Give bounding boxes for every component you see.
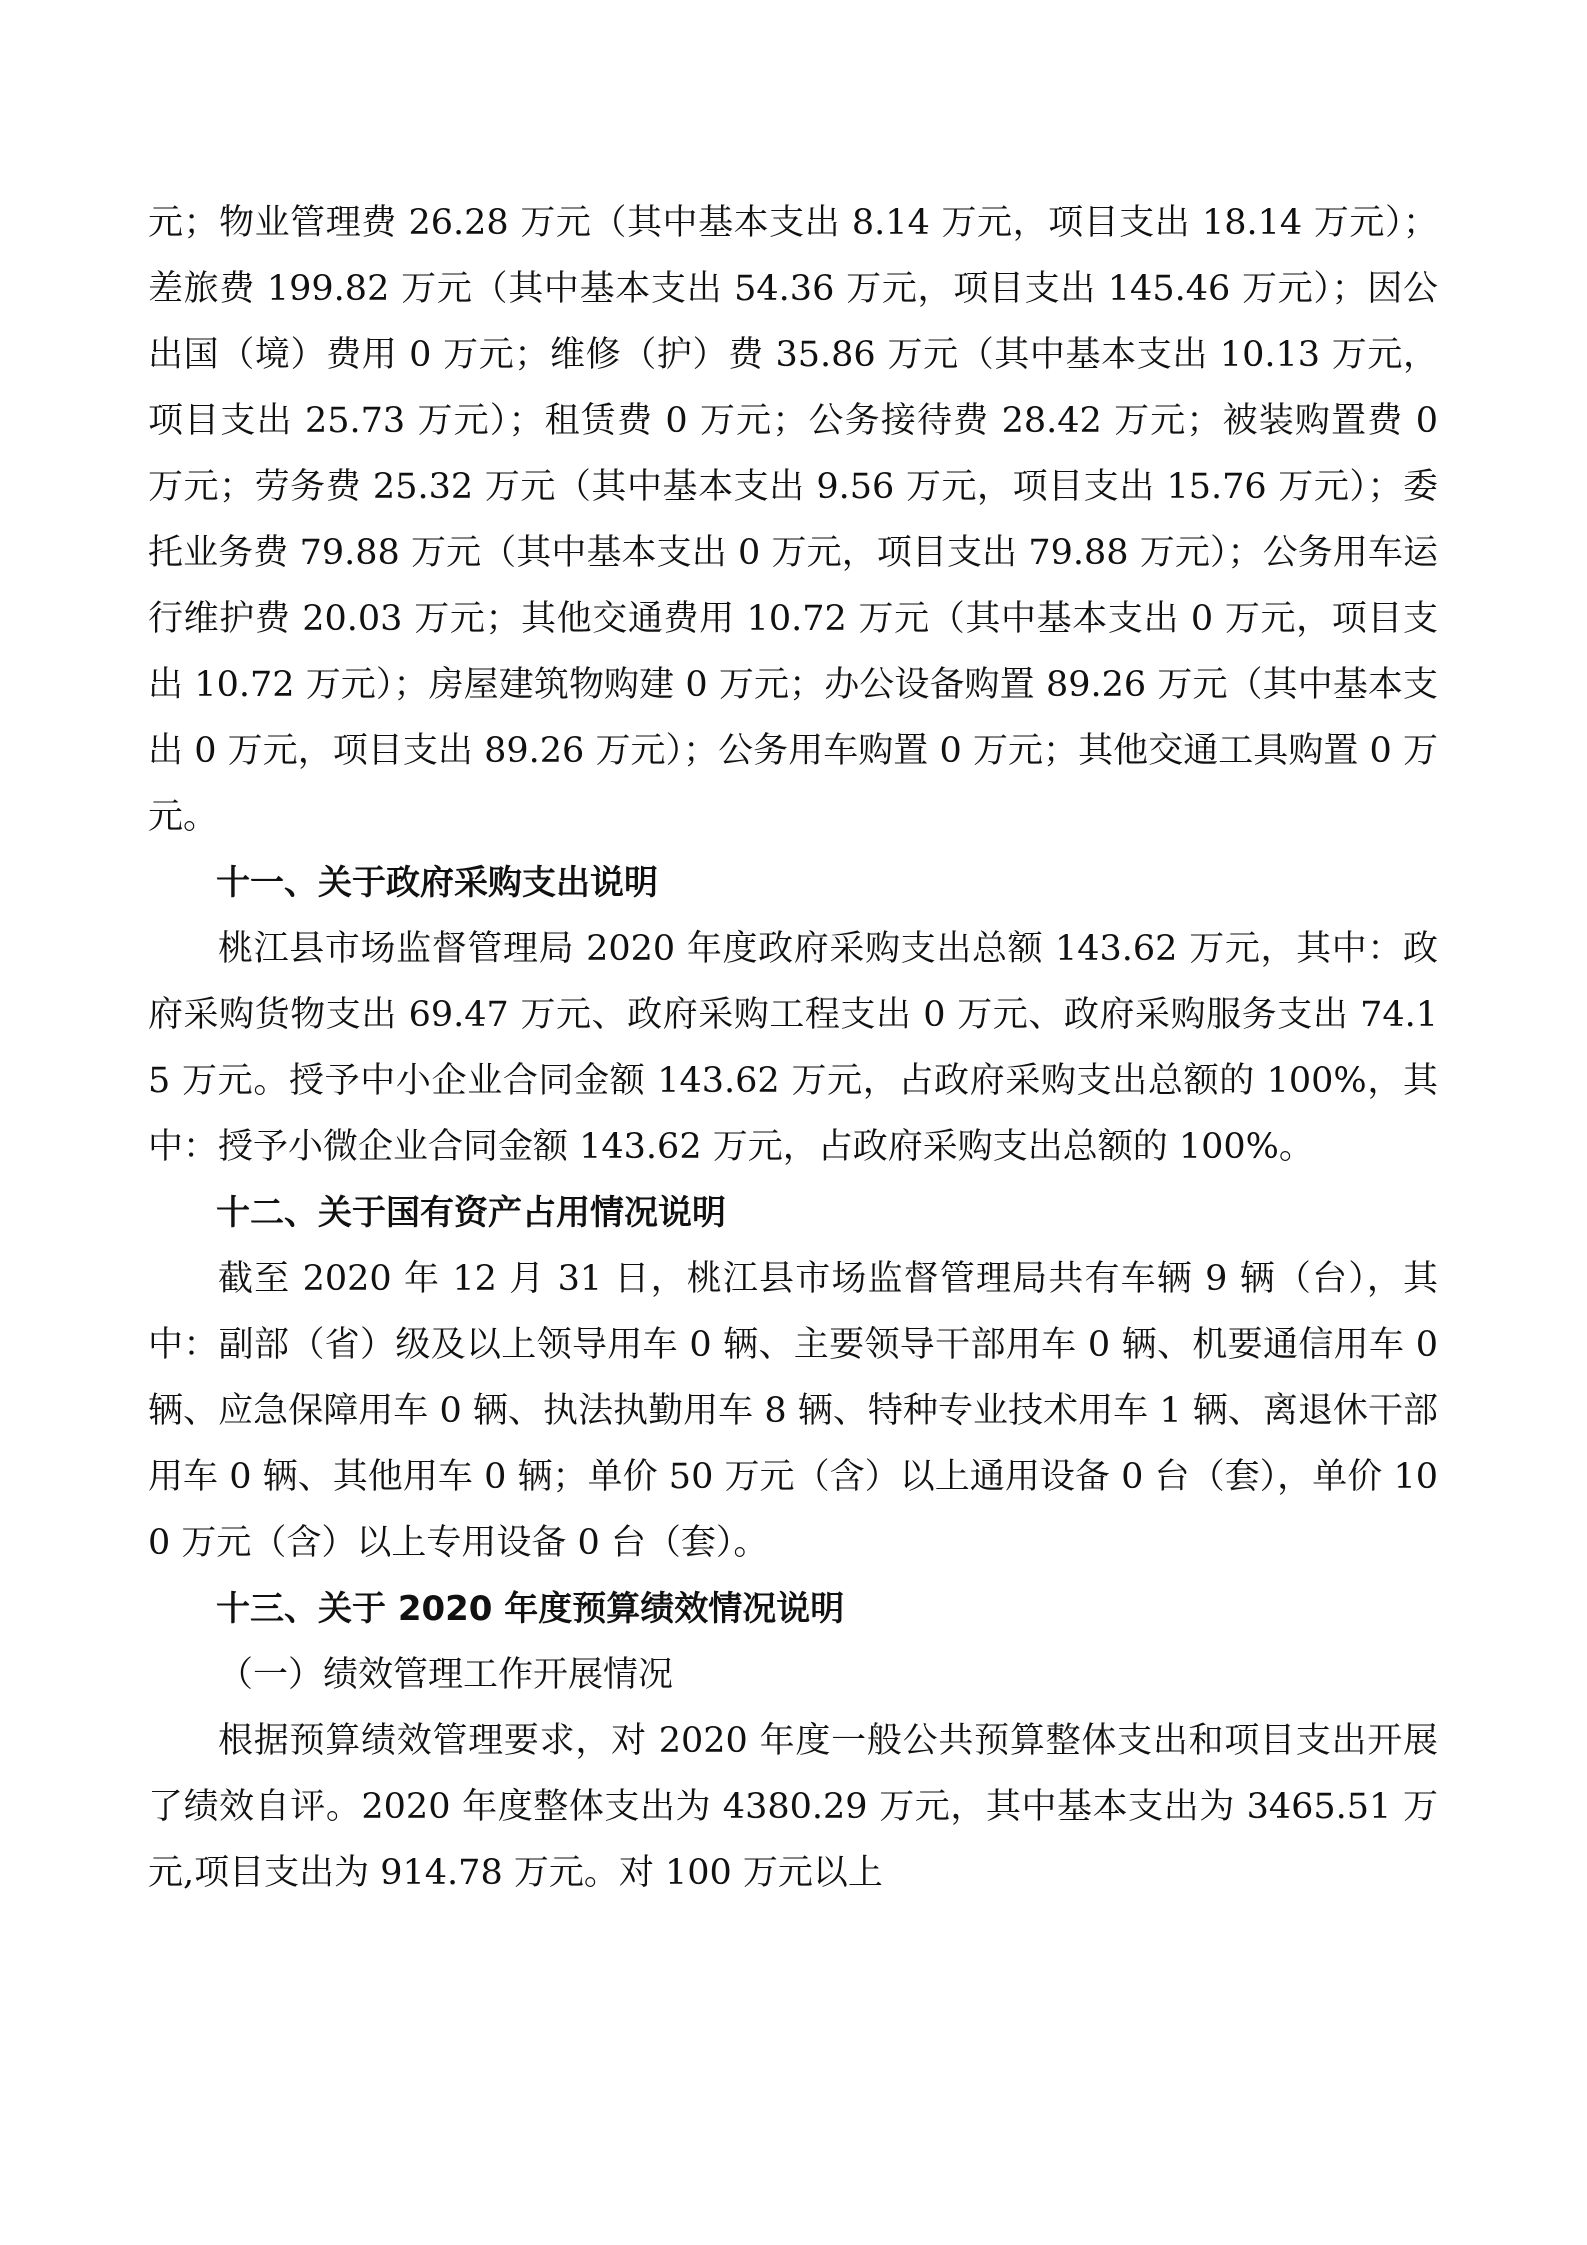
heading-government-procurement: 十一、关于政府采购支出说明 (216, 863, 658, 903)
subheading-performance-management: （一）绩效管理工作开展情况 (218, 1655, 674, 1695)
paragraph-government-procurement: 桃江县市场监督管理局 2020 年度政府采购支出总额 143.62 万元，其中：政府采购货物支出 69.47 万元、政府采购工程支出 0 万元、政府采购服务支出 74.15 万元。授予中小企业合同金额 143.62 万元，占政府采购支出总额的 100%，其中：授予小微企业合同金额 143.62 万元，占政府采购支出总额的 100%。 (148, 929, 1438, 1167)
paragraph-state-assets: 截至 2020 年 12 月 31 日，桃江县市场监督管理局共有车辆 9 辆（台），其中：副部（省）级及以上领导用车 0 辆、主要领导干部用车 0 辆、机要通信用车 0 辆、应急保障用车 0 辆、执法执勤用车 8 辆、特种专业技术用车 1 辆、离退休干部用车 0 辆、其他用车 0 辆；单价 50 万元（含）以上通用设备 0 台（套），单价 100 万元（含）以上专用设备 0 台（套）。 (148, 1259, 1438, 1563)
heading-budget-performance: 十三、关于 2020 年度预算绩效情况说明 (216, 1589, 845, 1629)
document-page (148, 190, 1438, 1906)
paragraph-expense-details: 元；物业管理费 26.28 万元（其中基本支出 8.14 万元，项目支出 18.14 万元）；差旅费 199.82 万元（其中基本支出 54.36 万元，项目支出 145.46 万元）；因公出国（境）费用 0 万元；维修（护）费 35.86 万元（其中基本支出 10.13 万元，项目支出 25.73 万元）；租赁费 0 万元；公务接待费 28.42 万元；被装购置费 0 万元；劳务费 25.32 万元（其中基本支出 9.56 万元，项目支出 15.76 万元）；委托业务费 79.88 万元（其中基本支出 0 万元，项目支出 79.88 万元）；公务用车运行维护费 20.03 万元；其他交通费用 10.72 万元（其中基本支出 0 万元，项目支出 10.72 万元）；房屋建筑物购建 0 万元；办公设备购置 89.26 万元（其中基本支出 0 万元，项目支出 89.26 万元）；公务用车购置 0 万元；其他交通工具购置 0 万元。 (148, 203, 1438, 837)
heading-state-assets: 十二、关于国有资产占用情况说明 (216, 1193, 726, 1233)
paragraph-performance-management: 根据预算绩效管理要求，对 2020 年度一般公共预算整体支出和项目支出开展了绩效自评。2020 年度整体支出为 4380.29 万元，其中基本支出为 3465.51 万元,项目支出为 914.78 万元。对 100 万元以上 (148, 1721, 1438, 1893)
